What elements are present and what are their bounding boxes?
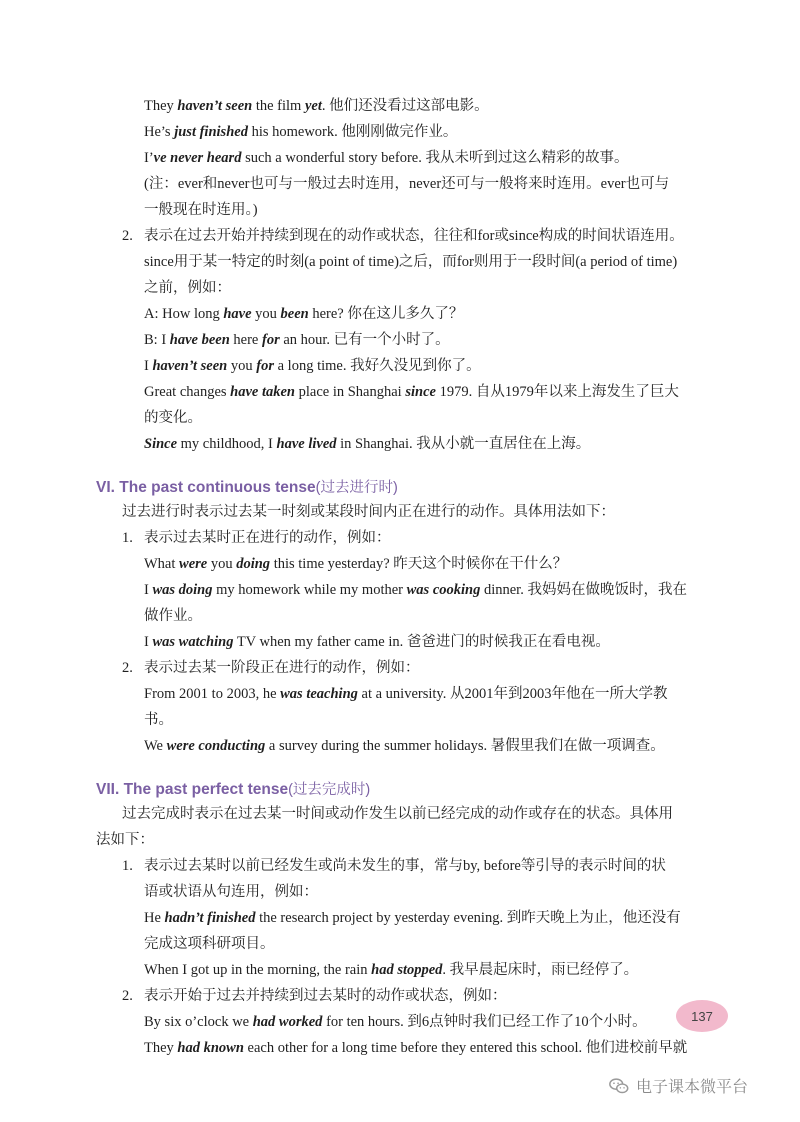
text-segment: at a university. 从2001年到2003年他在一所大学教	[357, 686, 668, 702]
emphasis-text: doing	[236, 556, 271, 572]
text-segment: his homework. 他刚刚做完作业。	[247, 124, 458, 140]
text-segment: 书。	[144, 712, 173, 728]
example-line	[144, 554, 567, 574]
text-segment: I	[144, 634, 153, 650]
note-line	[144, 200, 258, 220]
section-intro: 过去完成时表示在过去某一时间或动作发生以前已经完成的动作或存在的状态。具体用	[122, 806, 673, 822]
example-line	[144, 148, 628, 168]
text-segment: 一般现在时连用。)	[144, 202, 258, 218]
emphasis-text: have	[223, 306, 252, 322]
example-line	[144, 934, 275, 954]
section-heading-vii	[96, 778, 370, 799]
emphasis-text: been	[280, 306, 309, 322]
item-text: 表示在过去开始并持续到现在的动作或状态，往往和for或since构成的时间状语连用。	[144, 228, 684, 244]
example-line	[144, 606, 202, 626]
text-segment: the film	[252, 98, 305, 114]
text-segment: What	[144, 556, 180, 572]
text-segment: A: How long	[144, 306, 224, 322]
text-segment: They	[144, 1040, 178, 1056]
example-line	[144, 710, 173, 730]
emphasis-text: just finished	[174, 124, 248, 140]
page-number-badge	[676, 1000, 728, 1032]
example-line	[144, 434, 590, 454]
section-heading-vi	[96, 476, 398, 497]
emphasis-text: had known	[177, 1040, 244, 1056]
text-segment: a long time. 我好久没见到你了。	[273, 358, 481, 374]
text-segment: in Shanghai. 我从小就一直居住在上海。	[336, 436, 591, 452]
item-number: 2.	[122, 660, 133, 676]
item-text: 表示过去某时正在进行的动作，例如：	[144, 530, 391, 546]
list-item-1	[122, 528, 391, 548]
example-line	[144, 580, 687, 600]
watermark-text: 电子课本微平台	[636, 1077, 749, 1096]
emphasis-text: have lived	[276, 436, 337, 452]
example-line	[144, 1012, 647, 1032]
item-text-line: 之前，例如：	[144, 280, 231, 296]
text-segment: for ten hours. 到6点钟时我们已经工作了10个小时。	[322, 1014, 647, 1030]
example-line	[144, 684, 667, 704]
item-number: 2.	[122, 988, 133, 1004]
text-segment: this time yesterday? 昨天这个时候你在干什么？	[270, 556, 568, 572]
text-segment: . 他们还没看过这部电影。	[321, 98, 489, 114]
text-segment: you	[227, 358, 257, 374]
text-segment: such a wonderful story before. 我从未听到过这么精彩的故事。	[241, 150, 629, 166]
page-number: 137	[691, 1008, 713, 1024]
example-line	[144, 960, 638, 980]
emphasis-text: hadn’t finished	[164, 910, 256, 926]
emphasis-text: were conducting	[166, 738, 266, 754]
text-segment: Great changes	[144, 384, 231, 400]
note-line	[144, 174, 669, 194]
emphasis-text: had worked	[252, 1014, 323, 1030]
text-segment: They	[144, 98, 178, 114]
text-segment: the research project by yesterday evening. 到昨天晚上为止，他还没有	[255, 910, 681, 926]
example-line	[144, 96, 489, 116]
section-title: VII. The past perfect tense	[96, 781, 289, 798]
item-number: 1.	[122, 530, 133, 546]
example-line	[144, 122, 457, 142]
emphasis-text: was doing	[152, 582, 213, 598]
emphasis-text: were	[179, 556, 208, 572]
section-intro: 法如下：	[96, 832, 154, 848]
section-intro: 过去进行时表示过去某一时刻或某段时间内正在进行的动作。具体用法如下：	[122, 504, 615, 520]
example-line	[144, 1038, 687, 1058]
emphasis-text: had stopped	[371, 962, 443, 978]
text-segment: here? 你在这儿多久了？	[308, 306, 464, 322]
emphasis-text: was cooking	[406, 582, 481, 598]
text-segment: (注：ever和never也可与一般过去时连用，never还可与一般将来时连用。ever也可与	[144, 176, 670, 192]
text-segment: He’s	[144, 124, 175, 140]
item-text: 表示开始于过去并持续到过去某时的动作或状态，例如：	[144, 988, 507, 1004]
emphasis-text: Since	[144, 436, 178, 452]
text-segment: 完成这项科研项目。	[144, 936, 275, 952]
example-line	[144, 330, 450, 350]
text-segment: By six o’clock we	[144, 1014, 253, 1030]
text-segment: B: I	[144, 332, 170, 348]
item-text-line: since用于某一特定的时刻(a point of time)之后，而for则用于一段时间(a period of time)	[144, 254, 678, 270]
text-segment: an hour. 已有一个小时了。	[279, 332, 450, 348]
emphasis-text: haven’t seen	[152, 358, 228, 374]
item-text: 表示过去某时以前已经发生或尚未发生的事，常与by, before等引导的表示时间的状	[144, 858, 666, 874]
text-segment: When I got up in the morning, the rain	[144, 962, 372, 978]
text-segment: 1979. 自从1979年以来上海发生了巨大	[435, 384, 679, 400]
text-segment: place in Shanghai	[295, 384, 406, 400]
example-line	[144, 382, 679, 402]
item-number: 1.	[122, 858, 133, 874]
text-segment: 的变化。	[144, 410, 202, 426]
section-title-cn: (过去进行时)	[315, 480, 398, 496]
list-item-2	[122, 226, 684, 246]
list-item-1	[122, 856, 666, 876]
text-segment: dinner. 我妈妈在做晚饭时，我在	[480, 582, 687, 598]
emphasis-text: since	[405, 384, 436, 400]
text-segment: . 我早晨起床时，雨已经停了。	[442, 962, 639, 978]
section-title: VI. The past continuous tense	[96, 479, 316, 496]
text-segment: I	[144, 358, 153, 374]
text-segment: each other for a long time before they entered this school. 他们进校前早就	[243, 1040, 688, 1056]
item-text-line: 语或状语从句连用，例如：	[144, 884, 318, 900]
section-title-cn: (过去完成时)	[288, 782, 371, 798]
example-line	[144, 304, 463, 324]
text-segment: a survey during the summer holidays. 暑假里我们在做一项调查。	[265, 738, 665, 754]
item-text: 表示过去某一阶段正在进行的动作，例如：	[144, 660, 420, 676]
emphasis-text: yet	[304, 98, 322, 114]
emphasis-text: have been	[169, 332, 230, 348]
emphasis-text: for	[261, 332, 280, 348]
example-line	[144, 356, 481, 376]
emphasis-text: was teaching	[280, 686, 358, 702]
text-segment: you	[251, 306, 281, 322]
emphasis-text: haven’t seen	[177, 98, 253, 114]
example-line	[144, 632, 610, 652]
text-segment: TV when my father came in. 爸爸进门的时候我正在看电视。	[233, 634, 610, 650]
emphasis-text: ve never heard	[153, 150, 242, 166]
example-line	[144, 908, 681, 928]
emphasis-text: have taken	[230, 384, 295, 400]
text-segment: I	[144, 582, 153, 598]
text-segment: From 2001 to 2003, he	[144, 686, 281, 702]
example-line	[144, 736, 665, 756]
text-segment: 做作业。	[144, 608, 202, 624]
item-number: 2.	[122, 228, 133, 244]
wechat-icon	[608, 1075, 630, 1097]
emphasis-text: was watching	[152, 634, 234, 650]
example-line	[144, 408, 202, 428]
text-segment: my homework while my mother	[212, 582, 407, 598]
text-segment: He	[144, 910, 165, 926]
watermark	[608, 1074, 748, 1097]
text-segment: We	[144, 738, 167, 754]
text-segment: here	[229, 332, 262, 348]
list-item-2	[122, 986, 507, 1006]
text-segment: my childhood, I	[177, 436, 277, 452]
text-segment: I’	[144, 150, 154, 166]
text-segment: you	[207, 556, 237, 572]
emphasis-text: for	[256, 358, 274, 374]
list-item-2	[122, 658, 420, 678]
